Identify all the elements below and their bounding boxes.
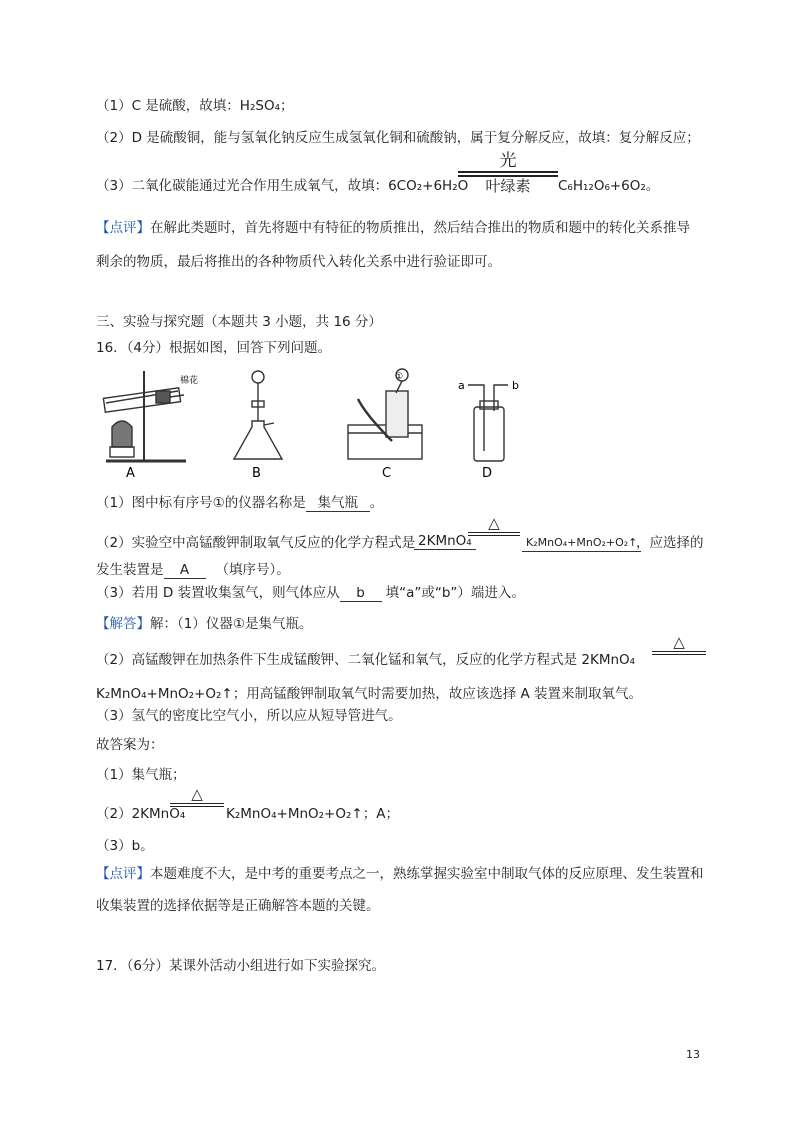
heat-triangle-icon: △ [488,514,500,532]
photosynthesis-condition [458,152,558,195]
answer-line-2: （2）D 是硫酸铜，能与氢氧化钠反应生成氢氧化铜和硫酸钠，属于复分解反应，故填：复分解反应； [96,130,700,146]
answer-blank-4: b [340,585,382,602]
q16-part-3 [96,583,525,603]
question-17-stem: 17．（6分）某课外活动小组进行如下实验探究。 [96,958,386,974]
q16-part-2-text: （2）实验空中高锰酸钾制取氧气反应的化学方程式是 [96,535,416,551]
solution-line-1 [96,614,312,634]
apparatus-c [348,369,422,459]
review-1-line-1 [96,218,690,238]
review-1-line-2: 剩余的物质，最后将推出的各种物质代入转化关系中进行验证即可。 [96,254,501,270]
solution-line-3: （3）氢气的密度比空气小，所以应从短导管进气。 [96,708,402,724]
label-b-end: b [512,379,519,392]
review-2-line-1 [96,864,704,884]
q16-part-2b-text: 发生装置是 [96,562,164,578]
q16-part-2b [96,560,290,580]
label-cotton: 棉花 [180,376,199,386]
solution-text-6-post: K₂MnO₄+MnO₂+O₂↑；A； [226,806,399,822]
q16-part-3-end: 填“a”或“b”）端进入。 [385,585,525,601]
heat-triangle-icon: △ [191,785,203,803]
equals-sign [170,803,224,807]
condition-chlorophyll: 叶绿素 [485,177,531,195]
review-tag: 【点评】 [96,220,150,236]
heat-condition [468,515,520,536]
heat-condition-2 [652,634,706,655]
page-number: 13 [686,1048,700,1061]
q16-part-2b-end: （填序号）。 [215,562,290,578]
q16-part-2-end: ，应选择的 [636,535,704,551]
solution-text-2: （2）高锰酸钾在加热条件下生成锰酸钾、二氧化锰和氧气，反应的化学方程式是 2KMnO₄ [96,652,636,668]
answer-blank-2-reactant: 2KMnO₄ [414,533,476,550]
question-16-stem: 16．（4分）根据如图，回答下列问题。 [96,340,332,356]
equals-sign [468,532,520,536]
solution-line-4: 故答案为： [96,737,164,753]
label-c: C [382,466,392,481]
label-a: A [126,466,135,481]
review-text: 在解此类题时，首先将题中有特征的物质推出，然后结合推出的物质和题中的转化关系推导 [150,220,690,236]
q16-part-1-text: （1）图中标有序号①的仪器名称是 [96,495,306,511]
q16-part-1 [96,493,383,513]
solution-line-7: （3）b。 [96,838,154,854]
label-d: D [482,466,493,481]
solution-text-1: 解：（1）仪器①是集气瓶。 [150,616,313,632]
heat-condition-3 [170,786,224,807]
apparatus-b [234,371,282,459]
apparatus-figure [96,365,536,483]
answer-blank-2-product: K₂MnO₄+MnO₂+O₂↑ [522,535,641,552]
answer-line-3-post: C₆H₁₂O₆+6O₂。 [558,178,660,194]
equals-sign [652,651,706,655]
section-title: 三、实验与探究题（本题共 3 小题，共 16 分） [96,314,382,330]
solution-text-6-pre: （2）2KMnO₄ [96,806,186,822]
answer-line-3-pre: （3）二氧化碳能通过光合作用生成氧气，故填：6CO₂+6H₂O [96,178,469,194]
solution-line-5: （1）集气瓶； [96,767,186,783]
label-a-end: a [458,379,465,392]
answer-blank-3: A [164,562,206,579]
condition-light: 光 [499,151,517,171]
review-2-line-2: 收集装置的选择依据等是正确解答本题的关键。 [96,898,380,914]
solution-line-2b: K₂MnO₄+MnO₂+O₂↑；用高锰酸钾制取氧气时需要加热，故应该选择 A 装置来制取氧气。 [96,686,643,702]
solution-tag: 【解答】 [96,616,150,632]
review-tag: 【点评】 [96,866,150,882]
label-circle1: ① [394,372,404,382]
label-b: B [252,466,261,481]
answer-line-1: （1）C 是硫酸，故填：H₂SO₄； [96,98,294,114]
q16-part-3-text: （3）若用 D 装置收集氢气，则气体应从 [96,585,340,601]
answer-blank-1: 集气瓶 [306,495,370,512]
apparatus-d [468,385,508,461]
apparatus-a [103,371,186,461]
review-text: 本题难度不大，是中考的重要考点之一，熟练掌握实验室中制取气体的反应原理、发生装置和 [150,866,704,882]
q16-part-1-end: 。 [369,495,384,511]
heat-triangle-icon: △ [673,633,685,651]
